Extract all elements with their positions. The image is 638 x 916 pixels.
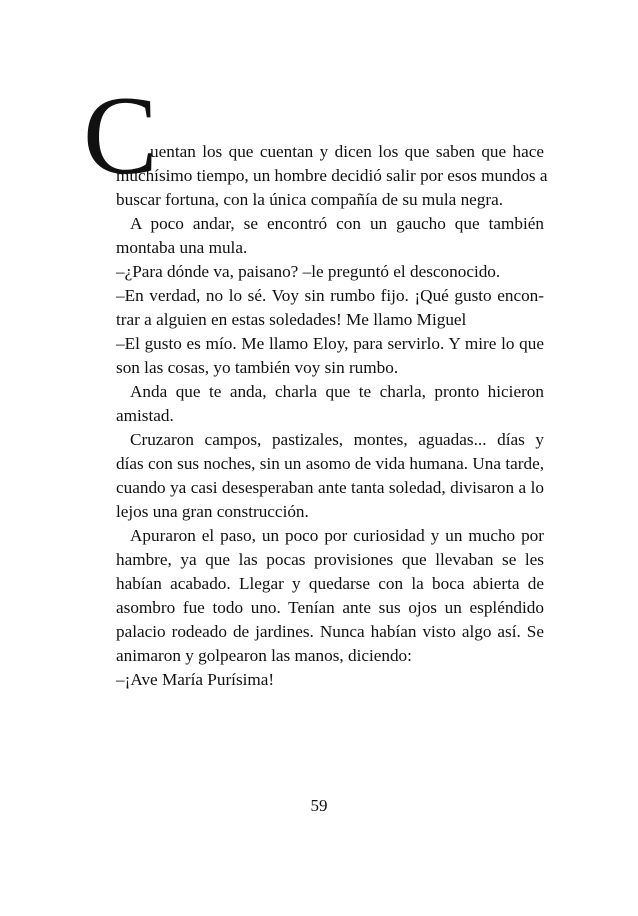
text-line: animaron y golpearon las manos, diciendo: bbox=[116, 646, 412, 665]
text-line: hambre, ya que las pocas provisiones que llevaban se les bbox=[116, 550, 544, 569]
text-line: cuando ya casi desesperaban ante tanta soledad, divisaron a lo bbox=[116, 478, 544, 497]
text-line: uentan los que cuentan y dicen los que saben que hace bbox=[150, 142, 544, 161]
text-line: palacio rodeado de jardines. Nunca habían visto algo así. Se bbox=[116, 622, 544, 641]
text-line: habían acabado. Llegar y quedarse con la boca abierta de bbox=[116, 574, 544, 593]
text-line: Anda que te anda, charla que te charla, pronto hicieron bbox=[130, 382, 544, 401]
text-line: días con sus noches, sin un asomo de vida humana. Una tarde, bbox=[116, 454, 544, 473]
text-line: buscar fortuna, con la única compañía de su mula negra. bbox=[116, 190, 504, 209]
text-line: son las cosas, yo también voy sin rumbo. bbox=[116, 358, 399, 377]
text-line: montaba una mula. bbox=[116, 238, 248, 257]
text-line: muchísimo tiempo, un hombre decidió salir por esos mundos a bbox=[116, 166, 548, 185]
text-line: –¡Ave María Purísima! bbox=[116, 670, 275, 689]
text-line: A poco andar, se encontró con un gaucho que también bbox=[130, 214, 544, 233]
text-line: –El gusto es mío. Me llamo Eloy, para servirlo. Y mire lo que bbox=[116, 334, 544, 353]
story-text bbox=[83, 74, 548, 692]
drop-cap: C bbox=[83, 74, 158, 198]
text-line: trar a alguien en estas soledades! Me llamo Miguel bbox=[116, 310, 467, 329]
text-line: –En verdad, no lo sé. Voy sin rumbo fijo. ¡Qué gusto encon- bbox=[116, 286, 544, 305]
text-line: lejos una gran construcción. bbox=[116, 502, 309, 521]
text-line: Cruzaron campos, pastizales, montes, aguadas... días y bbox=[130, 430, 544, 449]
text-line: asombro fue todo uno. Tenían ante sus ojos un espléndido bbox=[116, 598, 544, 617]
text-line: Apuraron el paso, un poco por curiosidad y un mucho por bbox=[130, 526, 544, 545]
text-line: amistad. bbox=[116, 406, 174, 425]
text-line: –¿Para dónde va, paisano? –le preguntó el desconocido. bbox=[116, 262, 501, 281]
page-number: 59 bbox=[310, 796, 328, 815]
